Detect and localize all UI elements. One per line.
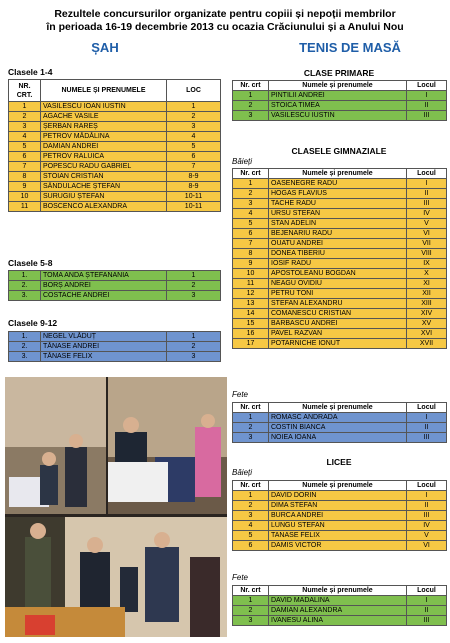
table-row: [233, 269, 447, 279]
table-row: [233, 616, 447, 626]
row-loc: V: [407, 219, 447, 229]
gimnaziale-label: CLASELE GIMNAZIALE: [291, 146, 387, 156]
table-row: [233, 501, 447, 511]
row-loc: I: [407, 491, 447, 501]
row-loc: XIII: [407, 299, 447, 309]
row-loc: 2: [167, 112, 221, 122]
header-name: Numele și prenumele: [269, 586, 407, 596]
row-name: OUATU ANDREI: [269, 239, 407, 249]
row-nr: 10: [233, 269, 269, 279]
row-loc: 3: [167, 122, 221, 132]
row-name: HOGAS FLAVIUS: [269, 189, 407, 199]
row-name: TANASE FELIX: [269, 531, 407, 541]
row-loc: VI: [407, 541, 447, 551]
row-name: NEGEL VLĂDUȚ: [41, 332, 167, 342]
header-nr: Nr. crt: [233, 81, 269, 91]
photo-collage-graphic: [5, 377, 227, 637]
table-row: [233, 423, 447, 433]
row-name: BEJENARIU RADU: [269, 229, 407, 239]
row-loc: VIII: [407, 249, 447, 259]
table-row: [9, 142, 221, 152]
row-loc: VI: [407, 229, 447, 239]
row-nr: 11: [9, 202, 41, 212]
licee-fete-label: Fete: [232, 573, 249, 582]
row-name: SURUGIU ȘTEFAN: [41, 192, 167, 202]
header-nr: Nr. crt: [233, 169, 269, 179]
row-name: ȘERBAN RAREȘ: [41, 122, 167, 132]
row-nr: 13: [233, 299, 269, 309]
row-loc: III: [407, 616, 447, 626]
header-loc: Locul: [407, 403, 447, 413]
row-name: DAVID MADALINA: [269, 596, 407, 606]
tenis-heading: TENIS DE MASĂ: [299, 40, 401, 55]
table-row: [233, 289, 447, 299]
page-title: [0, 8, 450, 34]
title-line-2: în perioada 16-19 decembrie 2013 cu ocazia Crăciunului și a Anului Nou: [46, 21, 404, 33]
header-name: NUMELE ȘI PRENUMELE: [41, 80, 167, 102]
row-nr: 3.: [9, 352, 41, 362]
row-nr: 5: [9, 142, 41, 152]
table-row: [9, 172, 221, 182]
table-row: [233, 491, 447, 501]
row-nr: 2.: [9, 281, 41, 291]
row-name: COSTIN BIANCA: [269, 423, 407, 433]
row-nr: 12: [233, 289, 269, 299]
table-row: [9, 332, 221, 342]
row-nr: 1: [233, 91, 269, 101]
row-loc: 1: [167, 102, 221, 112]
header-name: Numele și prenumele: [269, 481, 407, 491]
row-loc: XI: [407, 279, 447, 289]
row-loc: II: [407, 606, 447, 616]
row-nr: 15: [233, 319, 269, 329]
row-loc: 3: [167, 352, 221, 362]
row-nr: 1: [233, 413, 269, 423]
row-nr: 2: [233, 101, 269, 111]
row-nr: 6: [233, 541, 269, 551]
header-name: Numele și prenumele: [269, 403, 407, 413]
table-row: [9, 162, 221, 172]
row-name: PAVEL RAZVAN: [269, 329, 407, 339]
table-row: [233, 511, 447, 521]
row-name: BORȘ ANDREI: [41, 281, 167, 291]
row-name: URSU STEFAN: [269, 209, 407, 219]
row-nr: 9: [9, 182, 41, 192]
row-name: ROMASC ANDRADA: [269, 413, 407, 423]
row-name: OASENEGRE RADU: [269, 179, 407, 189]
row-name: COMANESCU CRISTIAN: [269, 309, 407, 319]
row-name: DAVID DORIN: [269, 491, 407, 501]
header-name: Numele și prenumele: [269, 81, 407, 91]
row-nr: 10: [9, 192, 41, 202]
row-loc: 3: [167, 291, 221, 301]
row-name: DAMIS VICTOR: [269, 541, 407, 551]
table-row: [9, 182, 221, 192]
row-loc: 1: [167, 332, 221, 342]
row-nr: 1: [233, 596, 269, 606]
row-name: APOSTOLEANU BOGDAN: [269, 269, 407, 279]
row-loc: X: [407, 269, 447, 279]
row-nr: 2: [233, 189, 269, 199]
row-nr: 4: [233, 521, 269, 531]
row-name: NEAGU OVIDIU: [269, 279, 407, 289]
table-row: [233, 531, 447, 541]
header-loc: Locul: [407, 169, 447, 179]
row-nr: 1.: [9, 332, 41, 342]
row-loc: III: [407, 433, 447, 443]
sah-c1-label: Clasele 1-4: [8, 67, 53, 77]
gim-baieti-table: [232, 168, 447, 349]
gim-fete-label: Fete: [232, 390, 249, 399]
row-nr: 2: [233, 501, 269, 511]
table-row: [9, 291, 221, 301]
row-nr: 8: [9, 172, 41, 182]
table-row: [9, 202, 221, 212]
row-name: TACHE RADU: [269, 199, 407, 209]
row-name: STOICA TIMEA: [269, 101, 407, 111]
row-nr: 2: [9, 112, 41, 122]
row-nr: 2.: [9, 342, 41, 352]
row-name: DAMIAN ANDREI: [41, 142, 167, 152]
row-nr: 3: [233, 111, 269, 121]
row-nr: 14: [233, 309, 269, 319]
row-loc: VII: [407, 239, 447, 249]
row-loc: IV: [407, 521, 447, 531]
sah-c3-table: [8, 331, 221, 362]
row-loc: 5: [167, 142, 221, 152]
table-row: [9, 352, 221, 362]
row-nr: 4: [233, 209, 269, 219]
table-row: [233, 309, 447, 319]
row-nr: 3.: [9, 291, 41, 301]
row-loc: IX: [407, 259, 447, 269]
table-row: [9, 152, 221, 162]
table-row: [233, 101, 447, 111]
table-row: [233, 521, 447, 531]
row-loc: XII: [407, 289, 447, 299]
row-name: AGACHE VASILE: [41, 112, 167, 122]
row-loc: XVI: [407, 329, 447, 339]
table-row: [9, 112, 221, 122]
header-name: Numele și prenumele: [269, 169, 407, 179]
row-loc: II: [407, 423, 447, 433]
row-loc: 10-11: [167, 202, 221, 212]
row-name: VASILESCU IOAN IUSTIN: [41, 102, 167, 112]
row-loc: II: [407, 101, 447, 111]
row-nr: 7: [9, 162, 41, 172]
row-nr: 1: [9, 102, 41, 112]
table-row: [9, 271, 221, 281]
row-loc: III: [407, 511, 447, 521]
row-nr: 8: [233, 249, 269, 259]
row-nr: 16: [233, 329, 269, 339]
row-loc: II: [407, 189, 447, 199]
table-row: [233, 299, 447, 309]
header-nr: Nr. crt: [233, 586, 269, 596]
row-nr: 5: [233, 219, 269, 229]
row-name: NOIEA IOANA: [269, 433, 407, 443]
sah-heading: ȘAH: [91, 40, 119, 55]
row-name: BOSCENCO ALEXANDRA: [41, 202, 167, 212]
header-nr: Nr. crt: [233, 403, 269, 413]
row-name: TĂNASE ANDREI: [41, 342, 167, 352]
row-loc: 2: [167, 342, 221, 352]
header-loc: Locul: [407, 481, 447, 491]
row-nr: 2: [233, 423, 269, 433]
table-row: [233, 541, 447, 551]
row-name: STOIAN CRISTIAN: [41, 172, 167, 182]
row-name: SÂNDULACHE ȘTEFAN: [41, 182, 167, 192]
table-row: [233, 413, 447, 423]
row-nr: 1: [233, 491, 269, 501]
licee-fete-table: [232, 585, 447, 626]
table-row: [233, 189, 447, 199]
row-name: POPESCU RADU GABRIEL: [41, 162, 167, 172]
licee-baieti-label: Băieți: [232, 468, 253, 477]
row-name: PETRU TONI: [269, 289, 407, 299]
table-row: [9, 102, 221, 112]
row-name: DONEA TIBERIU: [269, 249, 407, 259]
header-nr: Nr. crt: [233, 481, 269, 491]
table-row: [233, 339, 447, 349]
row-loc: 1: [167, 271, 221, 281]
gim-baieti-label: Băieți: [232, 157, 253, 166]
row-nr: 3: [233, 511, 269, 521]
row-loc: I: [407, 413, 447, 423]
row-name: PINTILII ANDREI: [269, 91, 407, 101]
table-row: [233, 199, 447, 209]
row-loc: III: [407, 199, 447, 209]
row-name: PETROV RALUICA: [41, 152, 167, 162]
table-row: [233, 279, 447, 289]
row-loc: XV: [407, 319, 447, 329]
row-nr: 3: [233, 199, 269, 209]
row-loc: V: [407, 531, 447, 541]
row-loc: 8-9: [167, 172, 221, 182]
table-row: [233, 259, 447, 269]
row-loc: III: [407, 111, 447, 121]
row-nr: 5: [233, 531, 269, 541]
row-name: STAN ADELIN: [269, 219, 407, 229]
sah-c2-label: Clasele 5-8: [8, 258, 53, 268]
title-line-1: Rezultele concursurilor organizate pentru copiii și nepoții membrilor: [54, 8, 396, 20]
row-loc: 4: [167, 132, 221, 142]
table-row: [233, 91, 447, 101]
row-loc: XIV: [407, 309, 447, 319]
header-loc: LOC: [167, 80, 221, 102]
row-loc: 6: [167, 152, 221, 162]
table-row: [233, 209, 447, 219]
table-row: [233, 249, 447, 259]
row-name: VASILESCU IUSTIN: [269, 111, 407, 121]
table-row: [233, 606, 447, 616]
row-name: TOMA ANDA ȘTEFANANIA: [41, 271, 167, 281]
primare-table: [232, 80, 447, 121]
row-loc: 10-11: [167, 192, 221, 202]
gim-fete-table: [232, 402, 447, 443]
row-loc: I: [407, 91, 447, 101]
sah-c2-table: [8, 270, 221, 301]
row-nr: 17: [233, 339, 269, 349]
row-name: BARBASCU ANDREI: [269, 319, 407, 329]
event-photo-collage: [5, 377, 227, 637]
row-nr: 2: [233, 606, 269, 616]
table-row: [9, 122, 221, 132]
row-name: PETROV MĂDĂLINA: [41, 132, 167, 142]
row-nr: 7: [233, 239, 269, 249]
table-row: [233, 433, 447, 443]
table-row: [9, 281, 221, 291]
table-row: [233, 229, 447, 239]
row-name: DIMA STEFAN: [269, 501, 407, 511]
header-loc: Locul: [407, 586, 447, 596]
sah-c3-label: Clasele 9-12: [8, 318, 58, 328]
row-loc: IV: [407, 209, 447, 219]
row-loc: 2: [167, 281, 221, 291]
table-row: [233, 329, 447, 339]
row-nr: 4: [9, 132, 41, 142]
row-name: POTARNICHE IONUT: [269, 339, 407, 349]
table-row: [9, 132, 221, 142]
row-name: IOSIF RADU: [269, 259, 407, 269]
licee-baieti-table: [232, 480, 447, 551]
row-name: IVANESU ALINA: [269, 616, 407, 626]
row-name: COSTACHE ANDREI: [41, 291, 167, 301]
row-name: DAMIAN ALEXANDRA: [269, 606, 407, 616]
row-name: BURCA ANDREI: [269, 511, 407, 521]
row-nr: 3: [233, 616, 269, 626]
row-loc: I: [407, 596, 447, 606]
row-loc: I: [407, 179, 447, 189]
row-name: LUNGU STEFAN: [269, 521, 407, 531]
row-nr: 9: [233, 259, 269, 269]
row-nr: 6: [9, 152, 41, 162]
table-row: [233, 319, 447, 329]
row-nr: 3: [233, 433, 269, 443]
row-loc: XVII: [407, 339, 447, 349]
row-loc: II: [407, 501, 447, 511]
row-nr: 11: [233, 279, 269, 289]
licee-label: LICEE: [326, 457, 352, 467]
row-name: STEFAN ALEXANDRU: [269, 299, 407, 309]
table-row: [233, 219, 447, 229]
row-nr: 1: [233, 179, 269, 189]
header-nr: NR. CRT.: [9, 80, 41, 102]
table-row: [233, 596, 447, 606]
row-loc: 8-9: [167, 182, 221, 192]
row-name: TĂNASE FELIX: [41, 352, 167, 362]
primare-label: CLASE PRIMARE: [303, 68, 375, 78]
table-row: [233, 239, 447, 249]
row-nr: 3: [9, 122, 41, 132]
sah-c1-table: [8, 79, 221, 212]
table-row: [9, 192, 221, 202]
row-loc: 7: [167, 162, 221, 172]
table-row: [9, 342, 221, 352]
table-row: [233, 179, 447, 189]
row-nr: 1.: [9, 271, 41, 281]
header-loc: Locul: [407, 81, 447, 91]
row-nr: 6: [233, 229, 269, 239]
table-row: [233, 111, 447, 121]
